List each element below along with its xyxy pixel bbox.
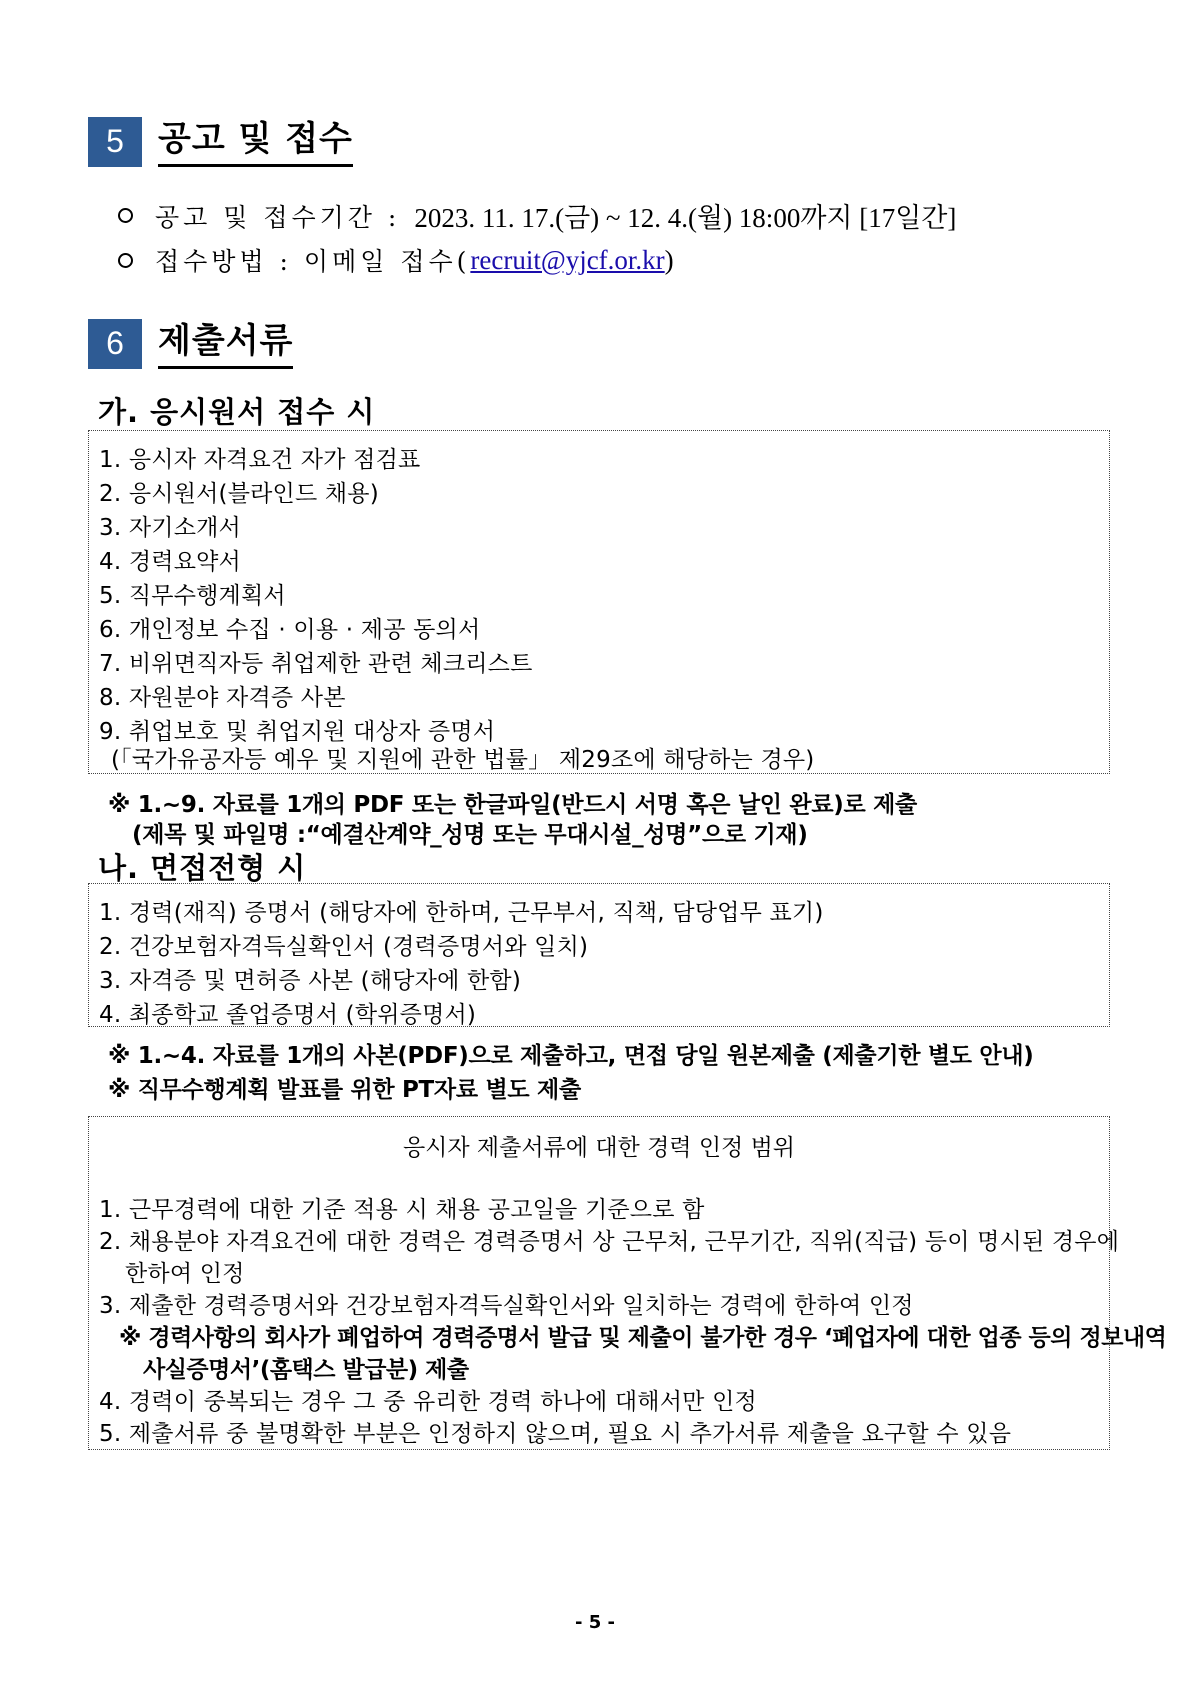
period-label: 공고 및 접수기간 : bbox=[155, 202, 401, 232]
method-close: ) bbox=[664, 244, 674, 275]
career-line: 4. 경력이 중복되는 경우 그 중 유리한 경력 하나에 대해서만 인정 bbox=[99, 1389, 757, 1415]
career-line: 5. 제출서류 중 불명확한 부분은 인정하지 않으며, 필요 시 추가서류 제출을 요구할 수 있음 bbox=[99, 1421, 1012, 1447]
career-line: 3. 제출한 경력증명서와 건강보험자격득실확인서와 일치하는 경력에 한하여 인정 bbox=[99, 1293, 914, 1319]
list-item-note: (「국가유공자등 예우 및 지원에 관한 법률」 제29조에 해당하는 경우) bbox=[111, 747, 815, 773]
list-item: 7. 비위면직자등 취업제한 관련 체크리스트 bbox=[99, 651, 533, 677]
list-item: 2. 응시원서(블라인드 채용) bbox=[99, 481, 379, 507]
submission-note: ※ 직무수행계획 발표를 위한 PT자료 별도 제출 bbox=[108, 1077, 581, 1103]
section-6-number: 6 bbox=[88, 319, 142, 369]
method-row bbox=[118, 242, 674, 278]
section-5-number: 5 bbox=[88, 117, 142, 167]
list-item: 1. 경력(재직) 증명서 (해당자에 한하며, 근무부서, 직책, 담당업무 표기) bbox=[99, 900, 824, 926]
list-item: 5. 직무수행계획서 bbox=[99, 583, 286, 609]
career-line: 한하여 인정 bbox=[125, 1261, 245, 1287]
application-documents-box bbox=[88, 430, 1110, 774]
page-number: - 5 - bbox=[575, 1612, 615, 1633]
email-link[interactable]: recruit@yjcf.or.kr bbox=[470, 244, 665, 275]
career-line: 1. 근무경력에 대한 기준 적용 시 채용 공고일을 기준으로 함 bbox=[99, 1197, 705, 1223]
list-item: 9. 취업보호 및 취업지원 대상자 증명서 bbox=[99, 719, 496, 745]
list-item: 4. 경력요약서 bbox=[99, 549, 241, 575]
submission-note: ※ 1.~4. 자료를 1개의 사본(PDF)으로 제출하고, 면접 당일 원본제출 (제출기한 별도 안내) bbox=[108, 1043, 1034, 1069]
section-6-title: 제출서류 bbox=[158, 318, 293, 369]
section-5-header bbox=[88, 116, 353, 167]
career-note: 사실증명서’(홈택스 발급분) 제출 bbox=[143, 1357, 469, 1383]
circle-bullet-icon bbox=[118, 253, 133, 268]
list-item: 4. 최종학교 졸업증명서 (학위증명서) bbox=[99, 1002, 477, 1028]
career-recognition-box bbox=[88, 1116, 1167, 1450]
subsection-a-title: 가. 응시원서 접수 시 bbox=[98, 395, 376, 429]
list-item: 8. 자원분야 자격증 사본 bbox=[99, 685, 346, 711]
career-line: 2. 채용분야 자격요건에 대한 경력은 경력증명서 상 근무처, 근무기간, 직위(직급) 등이 명시된 경우에 bbox=[99, 1229, 1120, 1255]
subsection-b-title: 나. 면접전형 시 bbox=[98, 851, 307, 885]
list-item: 3. 자격증 및 면허증 사본 (해당자에 한함) bbox=[99, 968, 522, 994]
list-item: 1. 응시자 자격요건 자가 점검표 bbox=[99, 447, 421, 473]
method-label: 접수방법 : 이메일 접수( bbox=[155, 247, 471, 276]
section-6-header bbox=[88, 318, 293, 369]
submission-note: ※ 1.~9. 자료를 1개의 PDF 또는 한글파일(반드시 서명 혹은 날인 완료)로 제출 bbox=[108, 792, 917, 818]
list-item: 6. 개인정보 수집 · 이용 · 제공 동의서 bbox=[99, 617, 481, 643]
section-5-title: 공고 및 접수 bbox=[158, 116, 353, 167]
submission-note: (제목 및 파일명 :“예결산계약_성명 또는 무대시설_성명”으로 기재) bbox=[132, 822, 808, 848]
interview-documents-box bbox=[88, 883, 1110, 1027]
career-note: ※ 경력사항의 회사가 폐업하여 경력증명서 발급 및 제출이 불가한 경우 ‘폐업자에 대한 업종 등의 정보내역 bbox=[119, 1325, 1167, 1351]
period-row bbox=[118, 196, 956, 235]
circle-bullet-icon bbox=[118, 208, 133, 223]
career-box-title: 응시자 제출서류에 대한 경력 인정 범위 bbox=[402, 1135, 796, 1161]
period-value: 2023. 11. 17.(금) ~ 12. 4.(월) 18:00까지 [17일간] bbox=[414, 203, 957, 233]
list-item: 2. 건강보험자격득실확인서 (경력증명서와 일치) bbox=[99, 934, 589, 960]
list-item: 3. 자기소개서 bbox=[99, 515, 241, 541]
